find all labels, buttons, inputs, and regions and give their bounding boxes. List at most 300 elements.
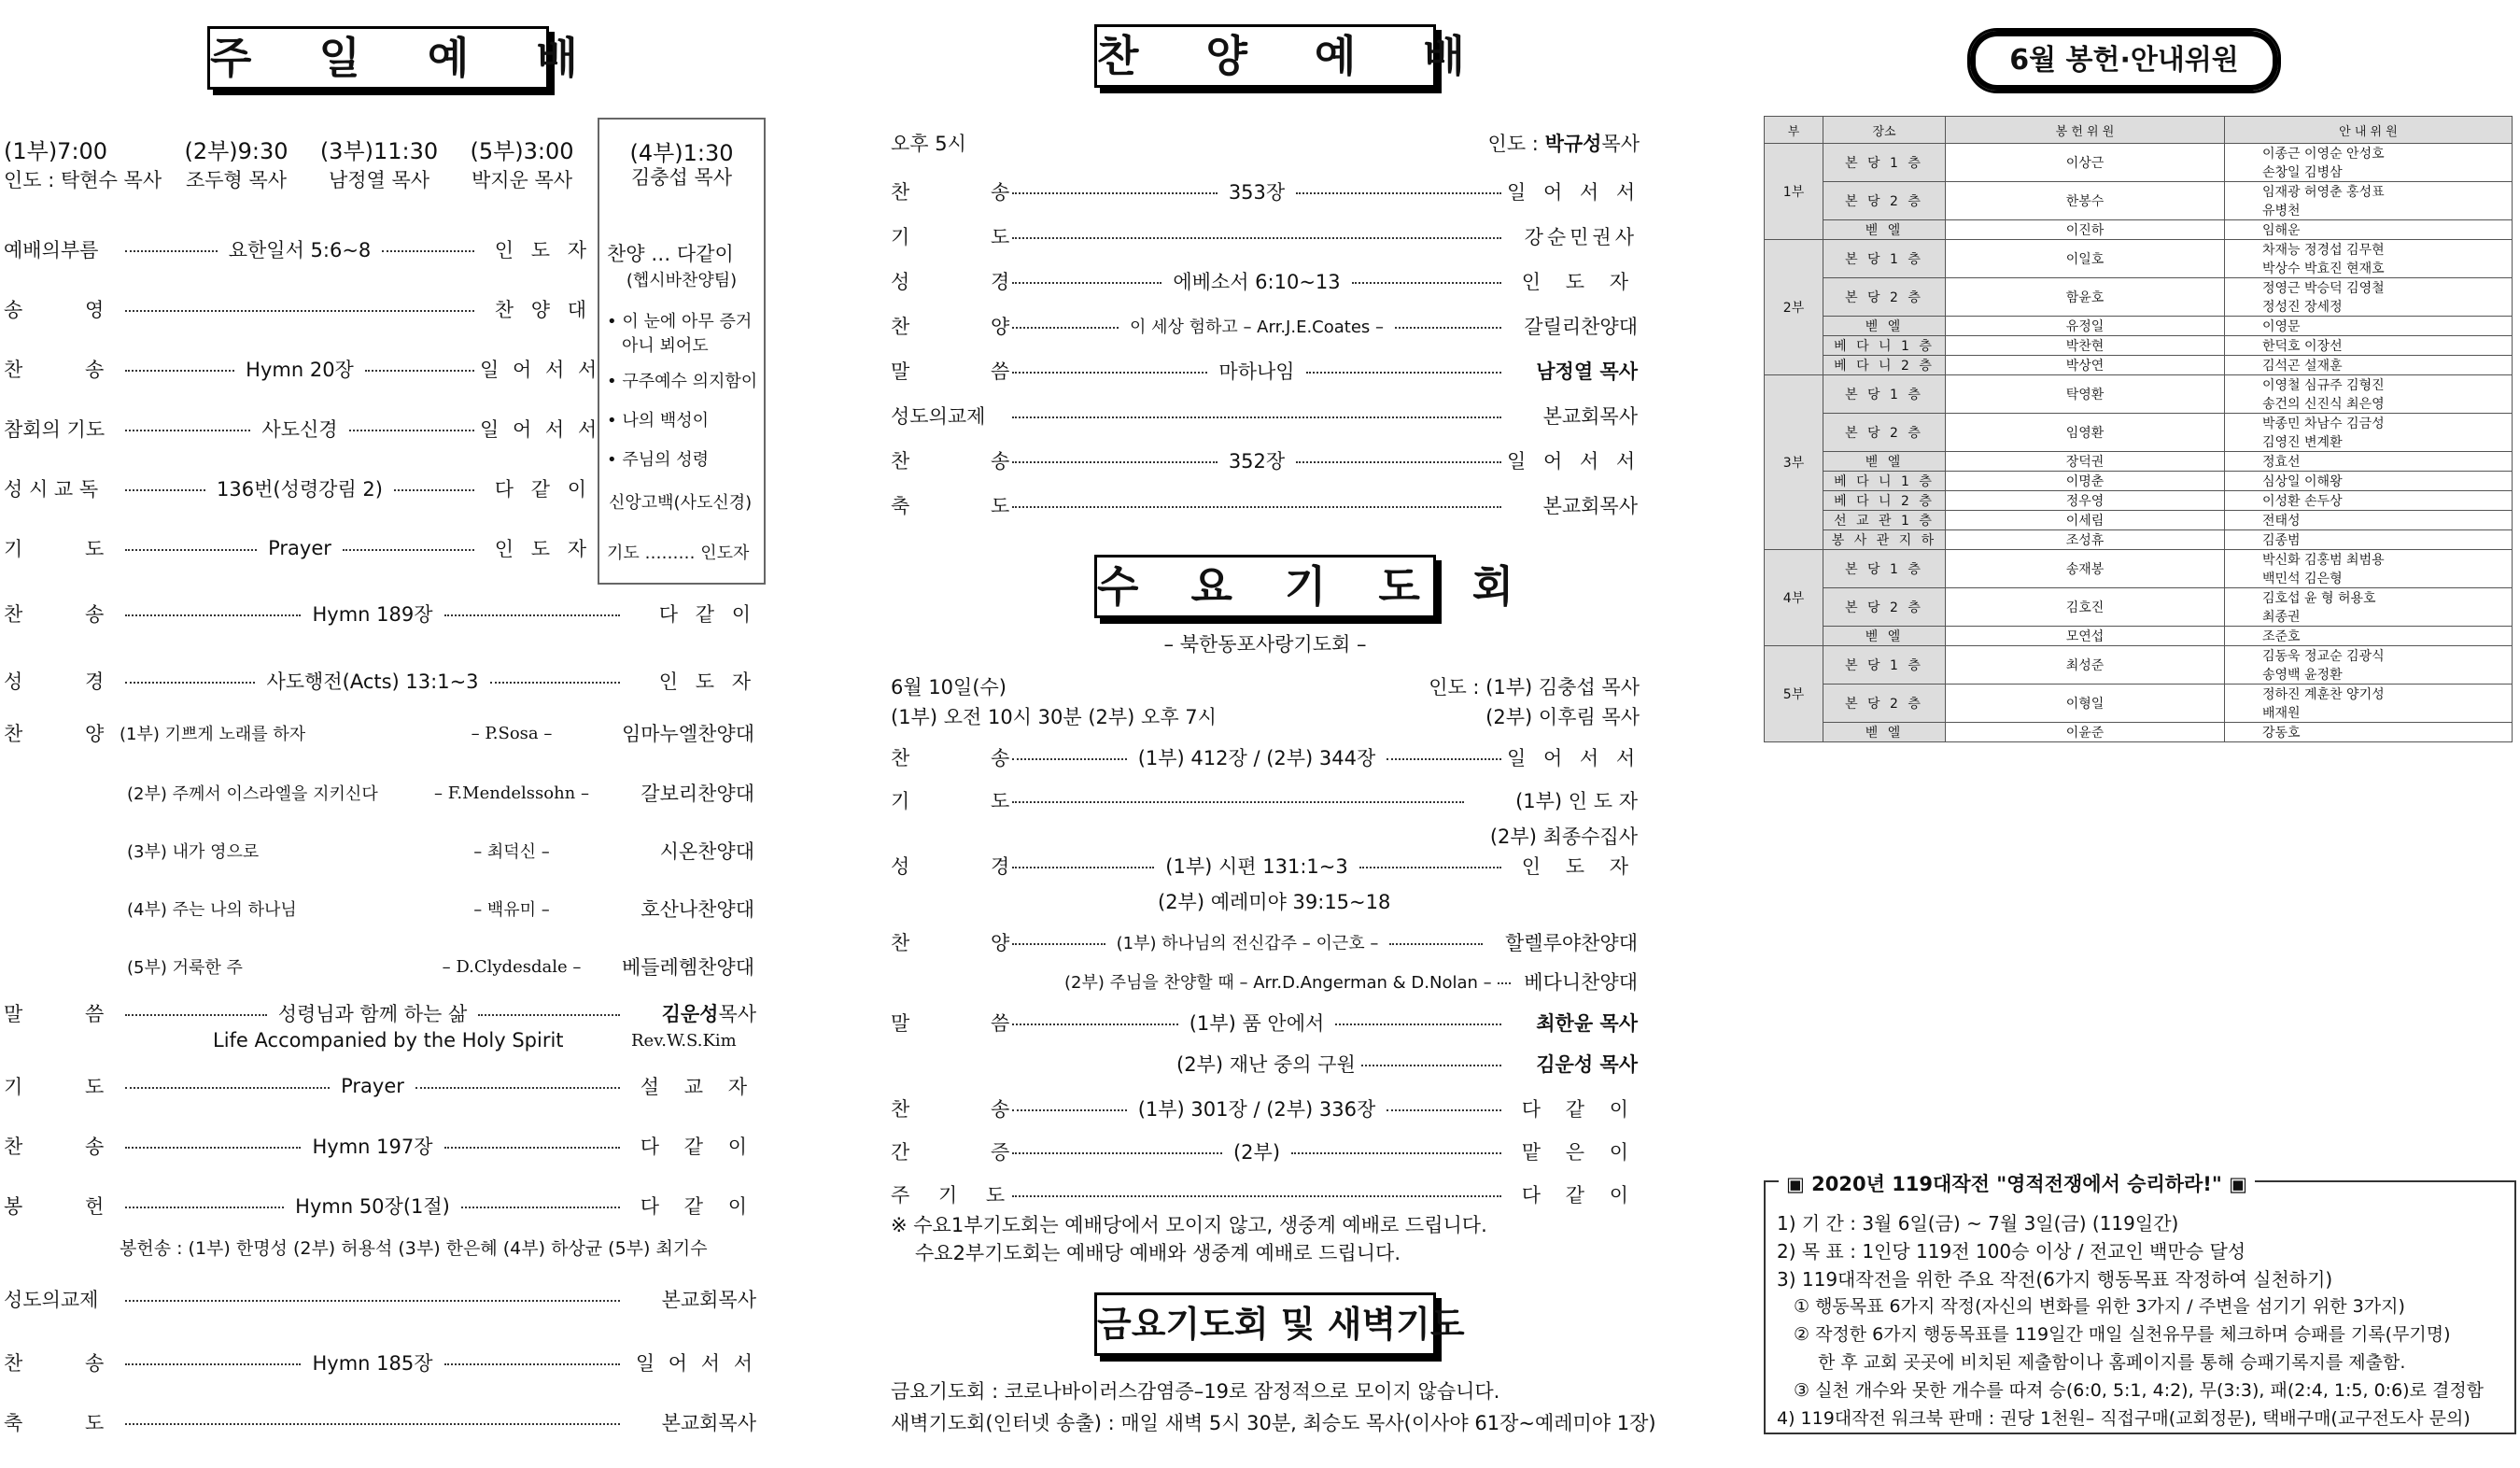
leader-dots (125, 614, 301, 616)
leader-label: 인도 : (1487, 133, 1539, 155)
guide-line: 강동호 (2262, 726, 2301, 741)
praise-row (891, 402, 1638, 430)
campaign-line: ③ 실천 개수와 못한 개수를 따져 승(6:0, 5:1, 4:2), 무(3:3), 패(2:4, 1:5, 0:6)로 결정함 (1794, 1380, 2485, 1401)
place-cell: 본 당 2 층 (1823, 414, 1946, 452)
order-right: 설 교 자 (640, 1076, 756, 1098)
leader-dots (365, 370, 474, 372)
order-content: Hymn 20장 (246, 359, 354, 381)
anthem-row (4, 779, 756, 807)
leader-dots (349, 430, 474, 431)
wednesday-right: 최한윤 목사 (1536, 1012, 1638, 1035)
friday-title: 금요기도회 및 새벽기도 (1094, 1292, 1436, 1356)
wednesday-subtitle: – 북한동포사랑기도회 – (1163, 633, 1367, 656)
guide-line: 박종민 차남수 김금성 (2262, 416, 2385, 431)
praise-label: 찬 송 (891, 181, 1048, 204)
anthem-part: (3부) 내가 영으로 (127, 842, 260, 862)
praise-right: 본교회목사 (1542, 495, 1638, 517)
leader-dots (125, 310, 474, 312)
praise-right: 인 도 자 (1521, 271, 1639, 293)
place-cell: 본 당 2 층 (1823, 182, 1946, 220)
anthem-part: (5부) 거룩한 주 (127, 958, 243, 978)
order-right: 다 같 이 (640, 1136, 756, 1158)
wednesday-row (891, 786, 1638, 814)
wednesday-label: 성 경 (891, 855, 1048, 878)
order-label: 참회의 기도 (4, 418, 106, 441)
leader-dots (444, 1363, 620, 1365)
order-label: 찬 송 (4, 603, 133, 626)
order-content: 사도행전(Acts) 13:1~3 (266, 670, 479, 693)
guide-line: 백민석 김은형 (2262, 572, 2343, 586)
table-row (1765, 375, 2513, 414)
table-row (1765, 452, 2513, 472)
offering-cell: 이진하 (1946, 220, 2225, 240)
guide-cell (2225, 375, 2513, 414)
guide-cell (2225, 550, 2513, 588)
header-guide: 안 내 위 원 (2225, 117, 2513, 144)
order-right: 본교회목사 (661, 1412, 756, 1434)
order-right: 일 어 서 서 (480, 359, 601, 381)
guide-line: 임해운 (2262, 223, 2301, 238)
guide-line: 박상수 박효진 현재호 (2262, 261, 2385, 276)
order-row (4, 235, 592, 263)
guide-line: 이성환 손두상 (2262, 494, 2343, 509)
table-row (1765, 491, 2513, 511)
guide-cell (2225, 278, 2513, 317)
guide-line: 정성진 장세정 (2262, 300, 2343, 315)
leader-dots (1012, 801, 1464, 803)
leader-dots (125, 1014, 267, 1016)
campaign-box (1764, 1173, 2516, 1434)
sunday-title: 주 일 예 배 (207, 26, 549, 90)
praise-row (891, 222, 1638, 250)
order-row (4, 534, 592, 562)
order-content: Prayer (341, 1075, 404, 1097)
guide-line: 이영문 (2262, 319, 2301, 334)
guide-line: 손창일 김병삼 (2262, 165, 2343, 180)
wednesday-note-1: ※ 수요1부기도회는 예배당에서 모이지 않고, 생중계 예배로 드립니다. (891, 1214, 1487, 1236)
group-cell: 4부 (1765, 550, 1823, 646)
leader-dots (1012, 1023, 1178, 1025)
wednesday-scripture-2: (2부) 예레미야 39:15~18 (1158, 891, 1391, 913)
leader-dots (125, 250, 218, 252)
place-cell: 베 다 니 2 층 (1823, 491, 1946, 511)
anthem-row (4, 953, 756, 981)
order-label: 송 영 (4, 299, 133, 321)
leader-dots (1012, 943, 1105, 945)
leader-dots (1296, 461, 1501, 463)
leader-dots (1291, 1152, 1501, 1154)
place-cell: 베 다 니 2 층 (1823, 356, 1946, 375)
header-place: 장소 (1823, 117, 1946, 144)
time-slot-5 (461, 133, 583, 193)
offering-cell: 정우영 (1946, 491, 2225, 511)
guide-cell (2225, 530, 2513, 550)
leader-dots (1296, 192, 1501, 194)
leader-dots (125, 1087, 330, 1089)
place-cell: 본 당 1 층 (1823, 375, 1946, 414)
order-label: 기 도 (4, 1076, 133, 1098)
order-label: 예배의부름 (4, 239, 99, 261)
sermon-label: 말 씀 (4, 1003, 133, 1025)
campaign-line: 4) 119대작전 워크북 판매 : 권당 1천원– 직접구매(교회정문), 택배구매(교구전도사 문의) (1777, 1408, 2471, 1429)
wednesday-label: 찬 송 (891, 1098, 1048, 1121)
offering-cell: 이명춘 (1946, 472, 2225, 491)
leader-dots (1012, 506, 1501, 508)
leader-dots (444, 1147, 620, 1149)
wednesday-times: (1부) 오전 10시 30분 (2부) 오후 7시 (891, 706, 1217, 728)
order-content: Hymn 197장 (312, 1136, 433, 1158)
wednesday-row (891, 928, 1638, 956)
table-row (1765, 723, 2513, 742)
order-label: 축 도 (4, 1412, 133, 1434)
anthem-part: (2부) 주께서 이스라엘을 지키신다 (127, 784, 378, 804)
leader-dots (1012, 237, 1501, 239)
leader-dots (125, 370, 234, 372)
volunteers-table (1764, 116, 2513, 742)
order-content: 사도신경 (261, 418, 338, 441)
time-1: (1부)7:00 (4, 138, 108, 164)
fourth-praise: 찬양 … 다같이 (607, 243, 734, 265)
place-cell: 봉 사 관 지 하 (1823, 530, 1946, 550)
guide-line: 김동욱 정교순 김광식 (2262, 649, 2385, 664)
leader-dots (382, 250, 474, 252)
guide-cell (2225, 511, 2513, 530)
leader-dots (1012, 1195, 1501, 1197)
offering-note: 봉헌송 : (1부) 한명성 (2부) 허용석 (3부) 한은혜 (4부) 하상균 (5부) 최기수 (120, 1238, 708, 1259)
guide-line: 김호섭 윤 형 허용호 (2262, 591, 2376, 606)
place-cell: 본 당 2 층 (1823, 588, 1946, 627)
praise-title: 찬 양 예 배 (1094, 24, 1436, 88)
wednesday-row (891, 1137, 1638, 1165)
campaign-line: ② 작정한 6가지 행동목표를 119일간 매일 실천유무를 체크하며 승패를 기록(무기명) (1794, 1324, 2451, 1345)
table-header-row (1765, 117, 2513, 144)
fourth-song-1b: 아니 뵈어도 (622, 336, 709, 356)
sermon-row (4, 999, 756, 1027)
praise-right: 갈릴리찬양대 (1524, 316, 1638, 338)
guide-line: 정효선 (2262, 455, 2301, 470)
offering-cell: 탁영환 (1946, 375, 2225, 414)
leader-dots (1012, 867, 1154, 868)
guide-cell (2225, 646, 2513, 685)
praise-row (891, 446, 1641, 474)
guide-cell (2225, 144, 2513, 182)
leader-dots (461, 1207, 620, 1208)
praise-row (891, 177, 1641, 205)
anthem-choir: 베들레헴찬양대 (621, 956, 754, 979)
offering-cell: 박상연 (1946, 356, 2225, 375)
place-cell: 벧 엘 (1823, 723, 1946, 742)
place-cell: 베 다 니 1 층 (1823, 472, 1946, 491)
campaign-line: 1) 기 간 : 3월 6일(금) ~ 7월 3일(금) (119일간) (1777, 1212, 2179, 1235)
offering-cell: 조성휴 (1946, 530, 2225, 550)
anthem-row (4, 719, 756, 747)
guide-line: 차재능 정경섭 김무현 (2262, 243, 2385, 258)
campaign-line: ① 행동목표 6가지 작정(자신의 변화를 위한 3가지 / 주변을 섬기기 위한 3가지) (1794, 1296, 2405, 1317)
table-row (1765, 220, 2513, 240)
leader-dots (490, 682, 620, 684)
praise-label: 찬 양 (891, 316, 1048, 338)
leader-dots (394, 489, 474, 491)
campaign-line: 3) 119대작전을 위한 주요 작전(6가지 행동목표 작정하여 실천하기) (1777, 1268, 2333, 1291)
guide-line: 김종범 (2262, 533, 2301, 548)
guide-cell (2225, 336, 2513, 356)
praise-content: 352장 (1228, 450, 1286, 473)
leader-dots (1395, 327, 1501, 329)
leader-dots (1012, 758, 1127, 760)
guide-cell (2225, 627, 2513, 646)
order-label: 찬 송 (4, 1136, 133, 1158)
guide-line: 임재광 허영춘 홍성표 (2262, 185, 2385, 200)
order-content: Hymn 189장 (312, 603, 433, 626)
guide-cell (2225, 491, 2513, 511)
time-slot-1 (4, 133, 162, 193)
place-cell: 본 당 2 층 (1823, 278, 1946, 317)
order-right: 일 어 서 서 (635, 1352, 756, 1375)
praise-content: 이 세상 험하고 – Arr.J.E.Coates – (1129, 318, 1385, 337)
wednesday-content: (1부) 412장 / (2부) 344장 (1137, 747, 1376, 769)
guide-line: 조준호 (2262, 629, 2301, 644)
wednesday-title: 수 요 기 도 회 (1094, 555, 1436, 618)
praise-right: 강순민권사 (1524, 226, 1638, 248)
praise-time: 오후 5시 (891, 133, 966, 155)
praise-row (891, 267, 1638, 295)
guide-cell (2225, 588, 2513, 627)
leader-4: 김충섭 목사 (630, 166, 733, 189)
anthem-part: (4부) 주는 나의 하나님 (127, 900, 297, 920)
order-right: 인 도 자 (494, 239, 593, 261)
guide-line: 정하진 계훈찬 양기성 (2262, 687, 2385, 702)
fourth-creed: 신앙고백(사도신경) (609, 493, 753, 513)
anthem-choir: 갈보리찬양대 (641, 783, 754, 805)
sermon-english: Life Accompanied by the Holy Spirit (213, 1029, 564, 1052)
wednesday-leader-1: 인도 : (1부) 김충섭 목사 (1429, 676, 1640, 699)
guide-cell (2225, 317, 2513, 336)
guide-line: 이영철 심규주 김형진 (2262, 378, 2385, 393)
praise-row (891, 491, 1638, 519)
guide-line: 심상일 이해왕 (2262, 474, 2343, 489)
wednesday-right: 김운성 목사 (1536, 1053, 1638, 1076)
leader-dots (343, 549, 474, 551)
guide-cell (2225, 472, 2513, 491)
wednesday-right: 다 같 이 (1521, 1184, 1638, 1207)
wednesday-label: 말 씀 (891, 1012, 1048, 1035)
leader-dots (125, 549, 257, 551)
wednesday-content: (2부) (1232, 1141, 1281, 1164)
wednesday-content: (1부) 하나님의 전신갑주 – 이근호 – (1116, 934, 1379, 953)
leader-5: 박지운 목사 (471, 169, 573, 191)
leader-dots (1012, 416, 1501, 418)
table-row (1765, 646, 2513, 685)
leader-dots (125, 430, 250, 431)
anthem-choir: 호산나찬양대 (641, 898, 754, 921)
wednesday-right: 인 도 자 (1521, 855, 1638, 878)
guide-cell (2225, 685, 2513, 723)
order-row (4, 415, 601, 443)
leader-dots (125, 1423, 620, 1425)
wednesday-content: (1부) 시편 131:1~3 (1165, 855, 1348, 878)
leader-1: 인도 : 탁현수 목사 (4, 169, 162, 191)
guide-cell (2225, 414, 2513, 452)
wednesday-right: 일 어 서 서 (1507, 747, 1641, 769)
leader-dots (125, 1363, 301, 1365)
wednesday-row (891, 852, 1638, 880)
leader-dots (1012, 461, 1218, 463)
order-label: 찬 송 (4, 1352, 133, 1375)
table-row (1765, 356, 2513, 375)
offering-cell: 모연섭 (1946, 627, 2225, 646)
leader-dots (1387, 758, 1501, 760)
table-row (1765, 336, 2513, 356)
order-label: 찬 송 (4, 359, 133, 381)
leader-dots (125, 1147, 301, 1149)
anthem-composer: – 백유미 – (473, 900, 550, 920)
group-cell: 5부 (1765, 646, 1823, 742)
order-row (4, 1348, 756, 1376)
table-row (1765, 530, 2513, 550)
wednesday-label: 간 증 (891, 1141, 1048, 1164)
wednesday-row (891, 743, 1641, 771)
offering-cell: 한봉수 (1946, 182, 2225, 220)
order-row (4, 1192, 756, 1220)
time-2: (2부)9:30 (184, 138, 289, 164)
campaign-title: ▣ 2020년 119대작전 "영적전쟁에서 승리하라!" ▣ (1779, 1169, 2255, 1197)
guide-line: 배재원 (2262, 706, 2301, 721)
wednesday-content: (1부) 품 안에서 (1189, 1012, 1325, 1035)
leader-dots (1389, 943, 1483, 945)
place-cell: 벧 엘 (1823, 317, 1946, 336)
praise-right: 일 어 서 서 (1507, 181, 1641, 204)
order-right: 다 같 이 (494, 478, 592, 501)
praise-leader (1457, 129, 1640, 157)
offering-cell: 임영환 (1946, 414, 2225, 452)
fourth-praise-team: (헵시바찬양팀) (626, 271, 738, 290)
order-row (4, 1132, 756, 1160)
wednesday-right: 할렐루야찬양대 (1505, 932, 1639, 954)
time-4: (4부)1:30 (629, 140, 734, 166)
leader-dots (1359, 867, 1501, 868)
offering-cell: 이일호 (1946, 240, 2225, 278)
wednesday-row (891, 1094, 1638, 1122)
praise-right: 일 어 서 서 (1507, 450, 1641, 473)
order-label: 봉 헌 (4, 1195, 133, 1218)
offering-cell: 이세림 (1946, 511, 2225, 530)
offering-cell: 이형일 (1946, 685, 2225, 723)
guide-cell (2225, 220, 2513, 240)
fourth-song-3: • 나의 백성이 (607, 411, 710, 431)
time-slot-3 (314, 133, 444, 193)
order-content: Hymn 50장(1절) (295, 1195, 450, 1218)
volunteers-title: 6월 봉헌·안내위원 (1967, 28, 2281, 93)
fourth-song-2: • 구주예수 의지함이 (607, 372, 758, 391)
offering-cell: 박찬현 (1946, 336, 2225, 356)
guide-cell (2225, 240, 2513, 278)
table-row (1765, 182, 2513, 220)
offering-cell: 최성준 (1946, 646, 2225, 685)
place-cell: 본 당 2 층 (1823, 685, 1946, 723)
wednesday-right: 맡 은 이 (1521, 1141, 1639, 1164)
place-cell: 본 당 1 층 (1823, 550, 1946, 588)
guide-line: 최종권 (2262, 610, 2301, 625)
guide-line: 전태성 (2262, 514, 2301, 529)
anthem-row (4, 895, 756, 923)
guide-line: 한덕호 이장선 (2262, 339, 2343, 354)
table-row (1765, 144, 2513, 182)
guide-line: 송건의 신진식 최은영 (2262, 397, 2385, 412)
wednesday-row (1176, 1050, 1638, 1078)
guide-line: 이종근 이영순 안성호 (2262, 147, 2385, 162)
anthem-composer: – P.Sosa – (471, 723, 553, 743)
order-row (4, 1072, 756, 1100)
order-row (4, 667, 756, 695)
wednesday-label: 찬 양 (891, 932, 1048, 954)
wednesday-row (891, 1180, 1638, 1208)
fourth-song-4: • 주님의 성령 (607, 450, 710, 470)
guide-cell (2225, 452, 2513, 472)
order-content: 요한일서 5:6~8 (228, 239, 372, 261)
table-row (1765, 588, 2513, 627)
wednesday-row (891, 1009, 1638, 1037)
table-row (1765, 472, 2513, 491)
leader-dots (415, 1087, 620, 1089)
guide-line: 김석곤 설재훈 (2262, 359, 2343, 374)
order-label: 성 시 교 독 (4, 478, 99, 501)
anthem-composer: – F.Mendelssohn – (434, 783, 589, 803)
table-row (1765, 414, 2513, 452)
praise-row (891, 357, 1638, 385)
praise-content: 353장 (1228, 181, 1286, 204)
leader-dots (125, 682, 255, 684)
leader-dots (125, 1300, 620, 1302)
wednesday-right: 베다니찬양대 (1524, 971, 1638, 994)
praise-content: 마하나임 (1218, 360, 1295, 383)
wednesday-note-2: 수요2부기도회는 예배당 예배와 생중계 예배로 드립니다. (915, 1242, 1401, 1264)
order-right: 다 같 이 (658, 603, 756, 626)
praise-label: 기 도 (891, 226, 1048, 248)
volunteers-column (1760, 0, 2520, 1468)
anthem-choir: 임마누엘찬양대 (621, 723, 754, 745)
order-row (4, 1285, 756, 1313)
leader-dots (1012, 282, 1161, 284)
order-right: 찬 양 대 (494, 299, 592, 321)
wednesday-right: (1부) 인 도 자 (1515, 790, 1638, 812)
order-label: 성 경 (4, 670, 133, 693)
wednesday-row (1064, 967, 1638, 995)
offering-cell: 장덕권 (1946, 452, 2225, 472)
praise-label: 성 경 (891, 271, 1048, 293)
guide-line: 정영근 박승덕 김영철 (2262, 281, 2385, 296)
praise-content: 에베소서 6:10~13 (1173, 271, 1341, 293)
offering-cell: 이윤준 (1946, 723, 2225, 742)
fourth-song-1: • 이 눈에 아무 증거 (607, 312, 753, 332)
offering-cell: 김호진 (1946, 588, 2225, 627)
leader-dots (1361, 1065, 1501, 1066)
table-row (1765, 240, 2513, 278)
place-cell: 본 당 1 층 (1823, 144, 1946, 182)
preacher-title: 목사 (718, 1003, 757, 1025)
leader-dots (1012, 192, 1218, 194)
fourth-service-box (598, 118, 766, 585)
leader-dots (1335, 1023, 1501, 1025)
campaign-line: 2) 목 표 : 1인당 119전 100승 이상 / 전교인 백만승 달성 (1777, 1240, 2246, 1263)
order-content: 136번(성령강림 2) (217, 478, 383, 501)
wednesday-content: (2부) 재난 중의 구원 (1176, 1053, 1356, 1076)
fourth-prayer: 기도 ……… 인도자 (607, 543, 750, 563)
order-right: 일 어 서 서 (480, 418, 601, 441)
order-right: 본교회목사 (661, 1289, 756, 1311)
offering-cell: 이상근 (1946, 144, 2225, 182)
wednesday-label: 주 기 도 (891, 1184, 1017, 1207)
wednesday-label: 기 도 (891, 790, 1048, 812)
